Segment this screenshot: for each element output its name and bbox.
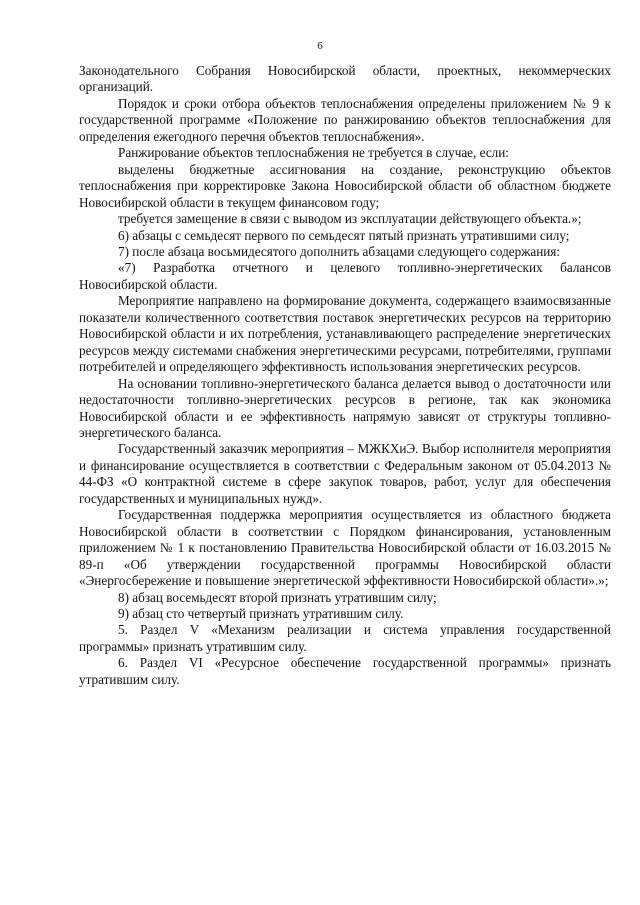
paragraph: 7) после абзаца восьмидесятого дополнить абзацами следующего содержания: <box>118 243 561 259</box>
paragraph: 5. Раздел V «Механизм реализации и система управления государственной программы» признать утратившим силу. <box>79 622 611 654</box>
paragraph: требуется замещение в связи с выводом из эксплуатации действующего объекта.»; <box>118 211 582 227</box>
paragraph: Государственная поддержка мероприятия осуществляется из областного бюджета Новосибирской области в соответствии с Порядком финансирования, установленным приложением № 1 к постановлению Правительства Новосибирской области от 16.03.2015 № 89-п «Об утверждении государственной программы Новосибирской области «Энергосбережение и повышение энергетической эффективности Новосибирской области».»; <box>79 507 611 589</box>
paragraph: На основании топливно-энергетического баланса делается вывод о достаточности или недостаточности топливно-энергетических ресурсов в регионе, так как экономика Новосибирской области и ее эффективность напрямую зависят от структуры топливно-энергетического баланса. <box>79 375 611 440</box>
paragraph: выделены бюджетные ассигнования на создание, реконструкцию объектов теплоснабжения при корректировке Закона Новосибирской области об областном бюджете Новосибирской области в текущем финансовом году; <box>79 161 611 210</box>
paragraph: 6) абзацы с семьдесят первого по семьдесят пятый признать утратившими силу; <box>118 227 570 243</box>
paragraph: Порядок и сроки отбора объектов теплоснабжения определены приложением № 9 к государственной программе «Положение по ранжированию объектов теплоснабжения для определения ежегодного перечня объектов теплоснабжения». <box>79 95 611 144</box>
paragraph-continuation: Законодательного Собрания Новосибирской области, проектных, некоммерческих организаций. <box>79 63 611 95</box>
document-body <box>79 63 611 688</box>
paragraph: Государственный заказчик мероприятия – МЖКХиЭ. Выбор исполнителя мероприятия и финансирование осуществляется в соответствии с Федеральным законом от 05.04.2013 № 44-ФЗ «О контрактной системе в сфере закупок товаров, работ, услуг для обеспечения государственных и муниципальных нужд». <box>79 441 611 506</box>
paragraph: «7) Разработка отчетного и целевого топливно-энергетических балансов Новосибирской области. <box>79 260 611 292</box>
paragraph: Ранжирование объектов теплоснабжения не требуется в случае, если: <box>118 145 509 161</box>
paragraph: 8) абзац восемьдесят второй признать утратившим силу; <box>118 589 437 605</box>
paragraph: 6. Раздел VI «Ресурсное обеспечение государственной программы» признать утратившим силу. <box>79 655 611 687</box>
paragraph: 9) абзац сто четвертый признать утратившим силу. <box>118 605 404 621</box>
paragraph: Мероприятие направлено на формирование документа, содержащего взаимосвязанные показатели количественного соответствия поставок энергетических ресурсов на территорию Новосибирской области и их потребления, устанавливающего распределение энергетических ресурсов между системами снабжения энергетическими ресурсами, потребителями, группами потребителей и определяющего эффективность использования энергетических ресурсов. <box>79 293 611 375</box>
page-number: 6 <box>317 40 323 52</box>
